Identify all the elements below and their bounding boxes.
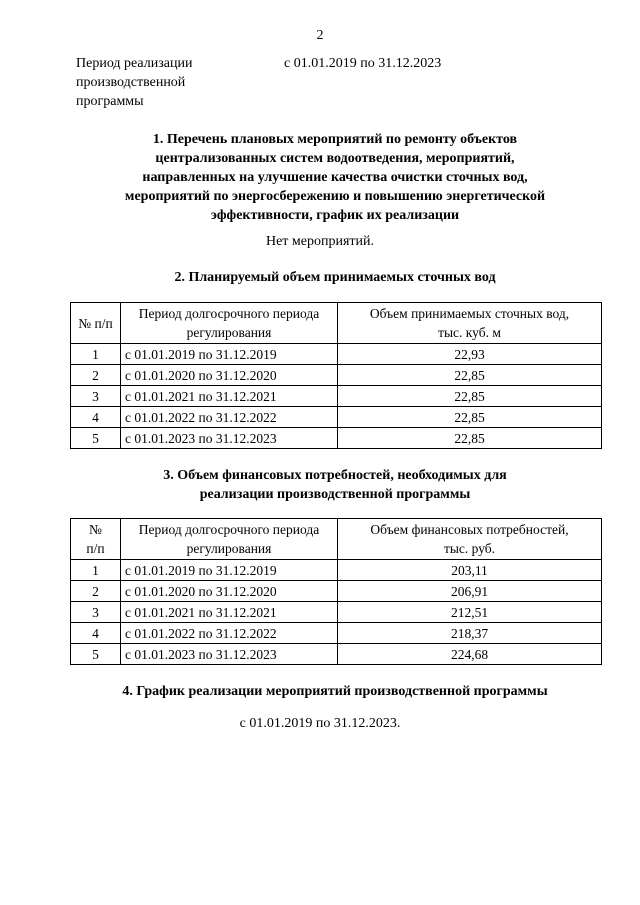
row-value: 206,91 [338, 581, 602, 602]
row-num: 2 [71, 365, 121, 386]
header-num: № п/п [71, 519, 121, 560]
row-value: 22,85 [338, 407, 602, 428]
table-row [71, 644, 602, 665]
row-num: 5 [71, 428, 121, 449]
row-value: 218,37 [338, 623, 602, 644]
table-row [71, 428, 602, 449]
row-value: 22,85 [338, 428, 602, 449]
table-row [71, 407, 602, 428]
row-num: 3 [71, 386, 121, 407]
row-period: с 01.01.2023 по 31.12.2023 [121, 644, 338, 665]
row-period: с 01.01.2020 по 31.12.2020 [121, 581, 338, 602]
table-row [71, 581, 602, 602]
section1-title-line: мероприятий по энергосбережению и повышению энергетической [124, 189, 546, 204]
row-period: с 01.01.2019 по 31.12.2019 [121, 344, 338, 365]
row-period: с 01.01.2023 по 31.12.2023 [121, 428, 338, 449]
table-row [71, 602, 602, 623]
header-value: Объем принимаемых сточных вод, тыс. куб. м [338, 303, 602, 344]
section1-title [70, 130, 600, 225]
section4-title-line: 4. График реализации мероприятий производственной программы [122, 684, 548, 699]
period-label-line: Период реализации [76, 56, 193, 71]
row-period: с 01.01.2021 по 31.12.2021 [121, 602, 338, 623]
row-value: 22,85 [338, 386, 602, 407]
row-num: 1 [71, 560, 121, 581]
section1-title-line: централизованных систем водоотведения, мероприятий, [155, 151, 515, 166]
header-num: № п/п [71, 303, 121, 344]
row-num: 1 [71, 344, 121, 365]
table-row [71, 365, 602, 386]
section3-title [70, 466, 600, 504]
row-num: 4 [71, 407, 121, 428]
row-value: 22,85 [338, 365, 602, 386]
financial-needs-table [70, 518, 602, 665]
header-value: Объем финансовых потребностей, тыс. руб. [338, 519, 602, 560]
period-label-line: программы [76, 94, 144, 109]
period-value: с 01.01.2019 по 31.12.2023 [284, 56, 442, 71]
table-row [71, 623, 602, 644]
section1-text: Нет мероприятий. [265, 234, 375, 249]
section1-title-line: направленных на улучшение качества очистки сточных вод, [142, 170, 528, 185]
page-number: 2 [316, 28, 324, 43]
section2-title-line: 2. Планируемый объем принимаемых сточных вод [174, 270, 496, 285]
row-period: с 01.01.2022 по 31.12.2022 [121, 407, 338, 428]
row-num: 3 [71, 602, 121, 623]
table-row [71, 386, 602, 407]
row-num: 2 [71, 581, 121, 602]
row-period: с 01.01.2019 по 31.12.2019 [121, 560, 338, 581]
header-period: Период долгосрочного периода регулирования [121, 519, 338, 560]
section3-title-line: реализации производственной программы [199, 487, 471, 502]
row-value: 22,93 [338, 344, 602, 365]
header-period: Период долгосрочного периода регулирования [121, 303, 338, 344]
row-value: 224,68 [338, 644, 602, 665]
wastewater-volume-table [70, 302, 602, 449]
section1-title-line: эффективности, график их реализации [210, 208, 460, 223]
table-row [71, 560, 602, 581]
section3-title-line: 3. Объем финансовых потребностей, необходимых для [163, 468, 507, 483]
table-row [71, 344, 602, 365]
section1-title-line: 1. Перечень плановых мероприятий по ремонту объектов [152, 132, 518, 147]
table-header-row [71, 303, 602, 344]
row-period: с 01.01.2021 по 31.12.2021 [121, 386, 338, 407]
row-period: с 01.01.2020 по 31.12.2020 [121, 365, 338, 386]
period-label-line: производственной [76, 75, 186, 90]
row-value: 203,11 [338, 560, 602, 581]
row-num: 5 [71, 644, 121, 665]
section4-title [70, 682, 600, 701]
row-value: 212,51 [338, 602, 602, 623]
section4-text: с 01.01.2019 по 31.12.2023. [239, 716, 401, 731]
table-header-row [71, 519, 602, 560]
row-period: с 01.01.2022 по 31.12.2022 [121, 623, 338, 644]
period-label [76, 54, 192, 111]
section2-title [70, 268, 600, 287]
row-num: 4 [71, 623, 121, 644]
